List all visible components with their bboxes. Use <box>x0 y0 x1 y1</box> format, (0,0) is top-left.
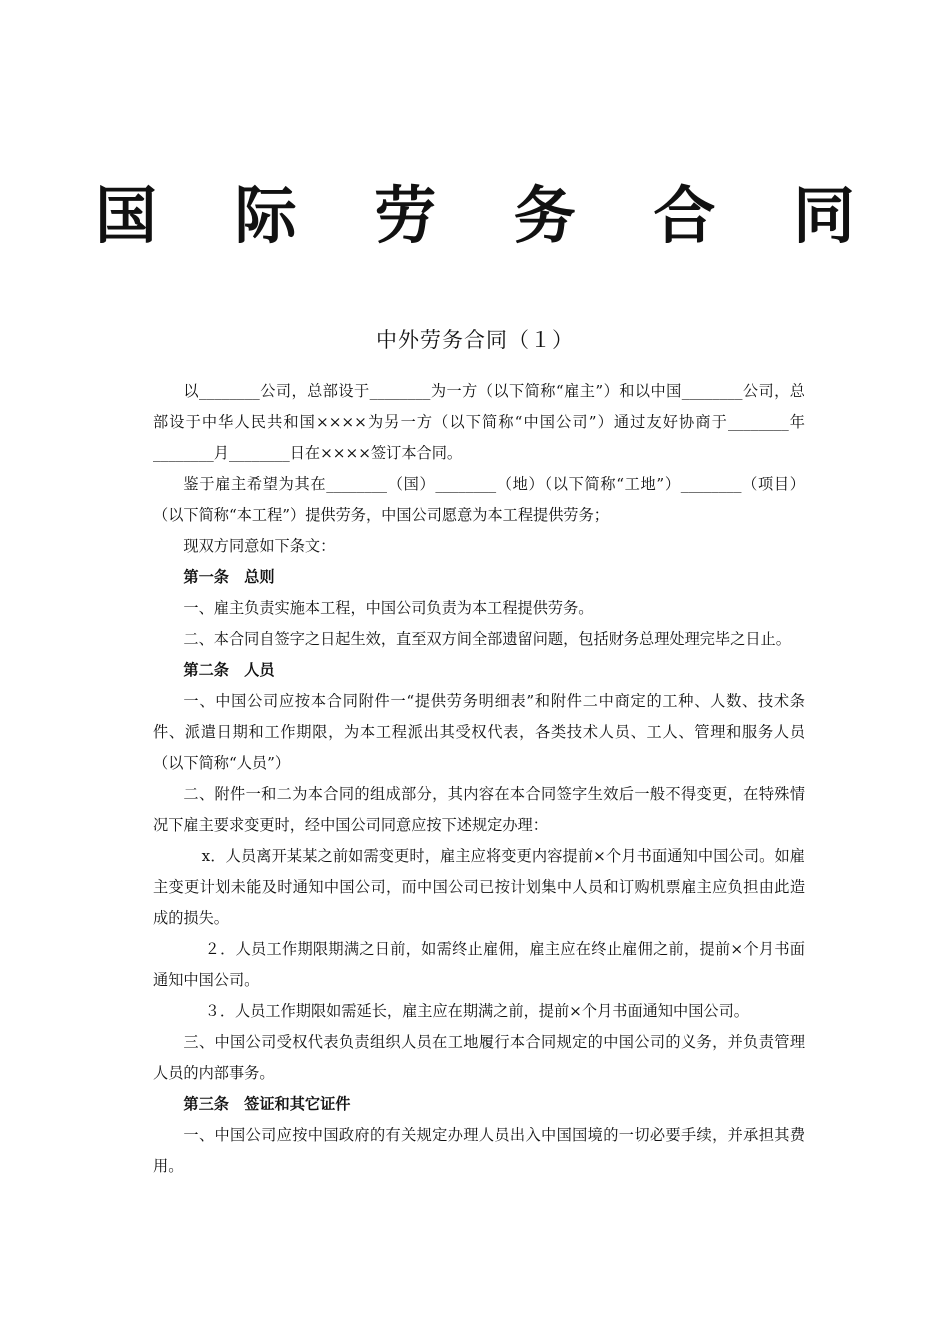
paragraph-agreement: 现双方同意如下条文： <box>183 537 336 555</box>
article-1-heading: 第一条 总则 <box>183 568 275 586</box>
article-2-item-2: ２．人员工作期限期满之日前，如需终止雇佣，雇主应在终止雇佣之前，提前×个月书面通知中国公司。 <box>153 940 805 989</box>
article-1-clause-2: 二、本合同自签字之日起生效，直至双方间全部遗留问题，包括财务总理处理完毕之日止。 <box>183 630 791 648</box>
article-1-clause-1: 一、雇主负责实施本工程，中国公司负责为本工程提供劳务。 <box>183 599 594 617</box>
document-subtitle: 中外劳务合同（１） <box>376 328 574 352</box>
article-2-clause-2: 二、附件一和二为本合同的组成部分，其内容在本合同签字生效后一般不得变更，在特殊情况下雇主要求变更时，经中国公司同意应按下述规定办理： <box>153 785 805 834</box>
document-title: 国 际 劳 务 合 同 <box>95 179 883 252</box>
article-2-clause-3: 三、中国公司受权代表负责组织人员在工地履行本合同规定的中国公司的义务，并负责管理人员的内部事务。 <box>153 1033 805 1082</box>
article-2-item-3: ３．人员工作期限如需延长，雇主应在期满之前，提前×个月书面通知中国公司。 <box>204 1002 749 1020</box>
article-3-clause-1: 一、中国公司应按中国政府的有关规定办理人员出入中国国境的一切必要手续，并承担其费用。 <box>153 1126 805 1175</box>
article-2-item-x: x．人员离开某某之前如需变更时，雇主应将变更内容提前×个月书面通知中国公司。如雇主变更计划未能及时通知中国公司，而中国公司已按计划集中人员和订购机票雇主应负担由此造成的损失。 <box>153 847 805 927</box>
paragraph-recital: 鉴于雇主希望为其在________（国）________（地）（以下简称“工地”）________（项目）（以下简称“本工程”）提供劳务，中国公司愿意为本工程提供劳务； <box>153 475 805 524</box>
document-body <box>153 376 805 1182</box>
article-3-heading: 第三条 签证和其它证件 <box>183 1095 351 1113</box>
article-2-heading: 第二条 人员 <box>183 661 275 679</box>
paragraph-parties: 以________公司，总部设于________为一方（以下简称“雇主”）和以中国________公司，总部设于中华人民共和国××××为另一方（以下简称“中国公司”）通过友好协商于________年________月________日在××××签订本合同。 <box>153 382 805 462</box>
article-2-clause-1: 一、中国公司应按本合同附件一“提供劳务明细表”和附件二中商定的工种、人数、技术条件、派遣日期和工作期限，为本工程派出其受权代表，各类技术人员、工人、管理和服务人员（以下简称“人员”） <box>153 692 805 772</box>
